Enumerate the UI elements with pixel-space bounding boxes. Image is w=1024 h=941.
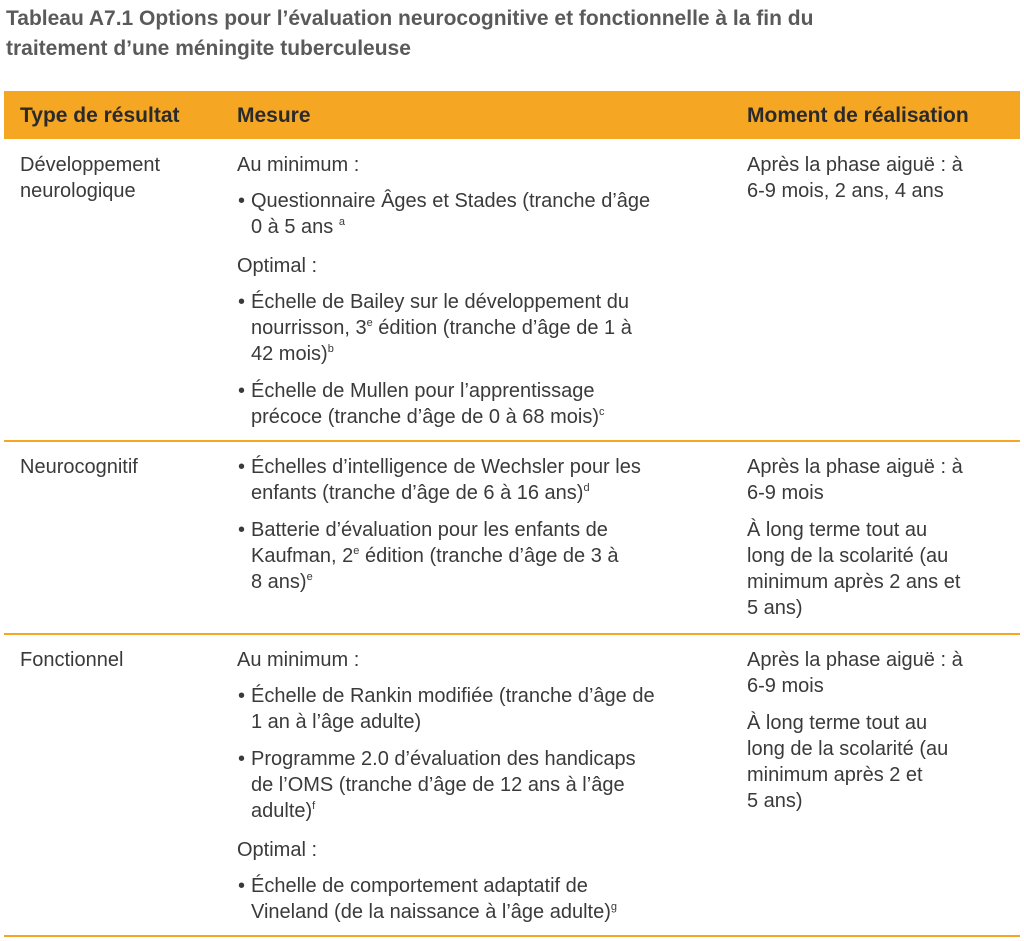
header-type: Type de résultat	[20, 104, 180, 127]
row3-moment-2: À long terme tout au long de la scolarité (au minimum après 2 et 5 ans)	[747, 712, 949, 812]
table-title	[6, 4, 1016, 64]
row1-bullet-1: • Questionnaire Âges et Stades (tranche d’âge 0 à 5 ans $^a$	[238, 190, 651, 238]
row3-bullet-3: • Échelle de comportement adaptatif de Vineland (de la naissance à l’âge adulte)$^g$	[238, 875, 618, 923]
row2-bullet-1: • Échelles d’intelligence de Wechsler pour les enfants (tranche d’âge de 6 à 16 ans)$^d$	[238, 456, 641, 504]
row-divider	[4, 633, 1020, 635]
bullet-dot: •	[238, 685, 246, 707]
row3-label-optimal: Optimal :	[237, 839, 318, 861]
row2-type: Neurocognitif	[20, 456, 138, 478]
bullet-dot: •	[238, 190, 246, 212]
row3-label-minimum: Au minimum :	[237, 649, 360, 671]
bullet-dot: •	[238, 748, 246, 770]
table-header	[4, 91, 1020, 139]
table-title-line-2: traitement d’une méningite tuberculeuse	[6, 37, 411, 60]
row3-bullet-1: • Échelle de Rankin modifiée (tranche d’âge de 1 an à l’âge adulte)	[238, 685, 655, 733]
bullet-dot: •	[238, 519, 246, 541]
bullet-dot: •	[238, 291, 246, 313]
bullet-dot: •	[238, 380, 246, 402]
row2-moment-1: Après la phase aiguë : à 6-9 mois	[747, 456, 963, 504]
row1-bullet-2: • Échelle de Bailey sur le développement du nourrisson, 3e édition (tranche d’âge de 1 à 42 mois)$^b$	[238, 291, 632, 365]
row2-moment-2: À long terme tout au long de la scolarité (au minimum après 2 ans et 5 ans)	[747, 519, 961, 619]
row2-bullet-2: • Batterie d’évaluation pour les enfants de Kaufman, 2e édition (tranche d’âge de 3 à 8 ans)$^e$	[238, 519, 619, 593]
header-moment: Moment de réalisation	[747, 104, 969, 127]
row1-moment: Après la phase aiguë : à 6-9 mois, 2 ans, 4 ans	[747, 154, 963, 202]
table-title-line-1: Tableau A7.1 Options pour l’évaluation neurocognitive et fonctionnelle à la fin du	[6, 7, 814, 30]
row1-bullet-3: • Échelle de Mullen pour l’apprentissage précoce (tranche d’âge de 0 à 68 mois)$^c$	[238, 380, 605, 428]
bullet-dot: •	[238, 456, 246, 478]
row1-label-optimal: Optimal :	[237, 255, 318, 277]
row3-bullet-2: • Programme 2.0 d’évaluation des handicaps de l’OMS (tranche d’âge de 12 ans à l’âge adulte)$^f$	[238, 748, 636, 822]
row3-moment-1: Après la phase aiguë : à 6-9 mois	[747, 649, 963, 697]
row1-label-minimum: Au minimum :	[237, 154, 360, 176]
row1-type: Développement neurologique	[20, 154, 161, 202]
bullet-dot: •	[238, 875, 246, 897]
header-mesure: Mesure	[237, 104, 311, 127]
table-bottom-rule	[4, 935, 1020, 937]
row3-type: Fonctionnel	[20, 649, 124, 671]
row-divider	[4, 440, 1020, 442]
